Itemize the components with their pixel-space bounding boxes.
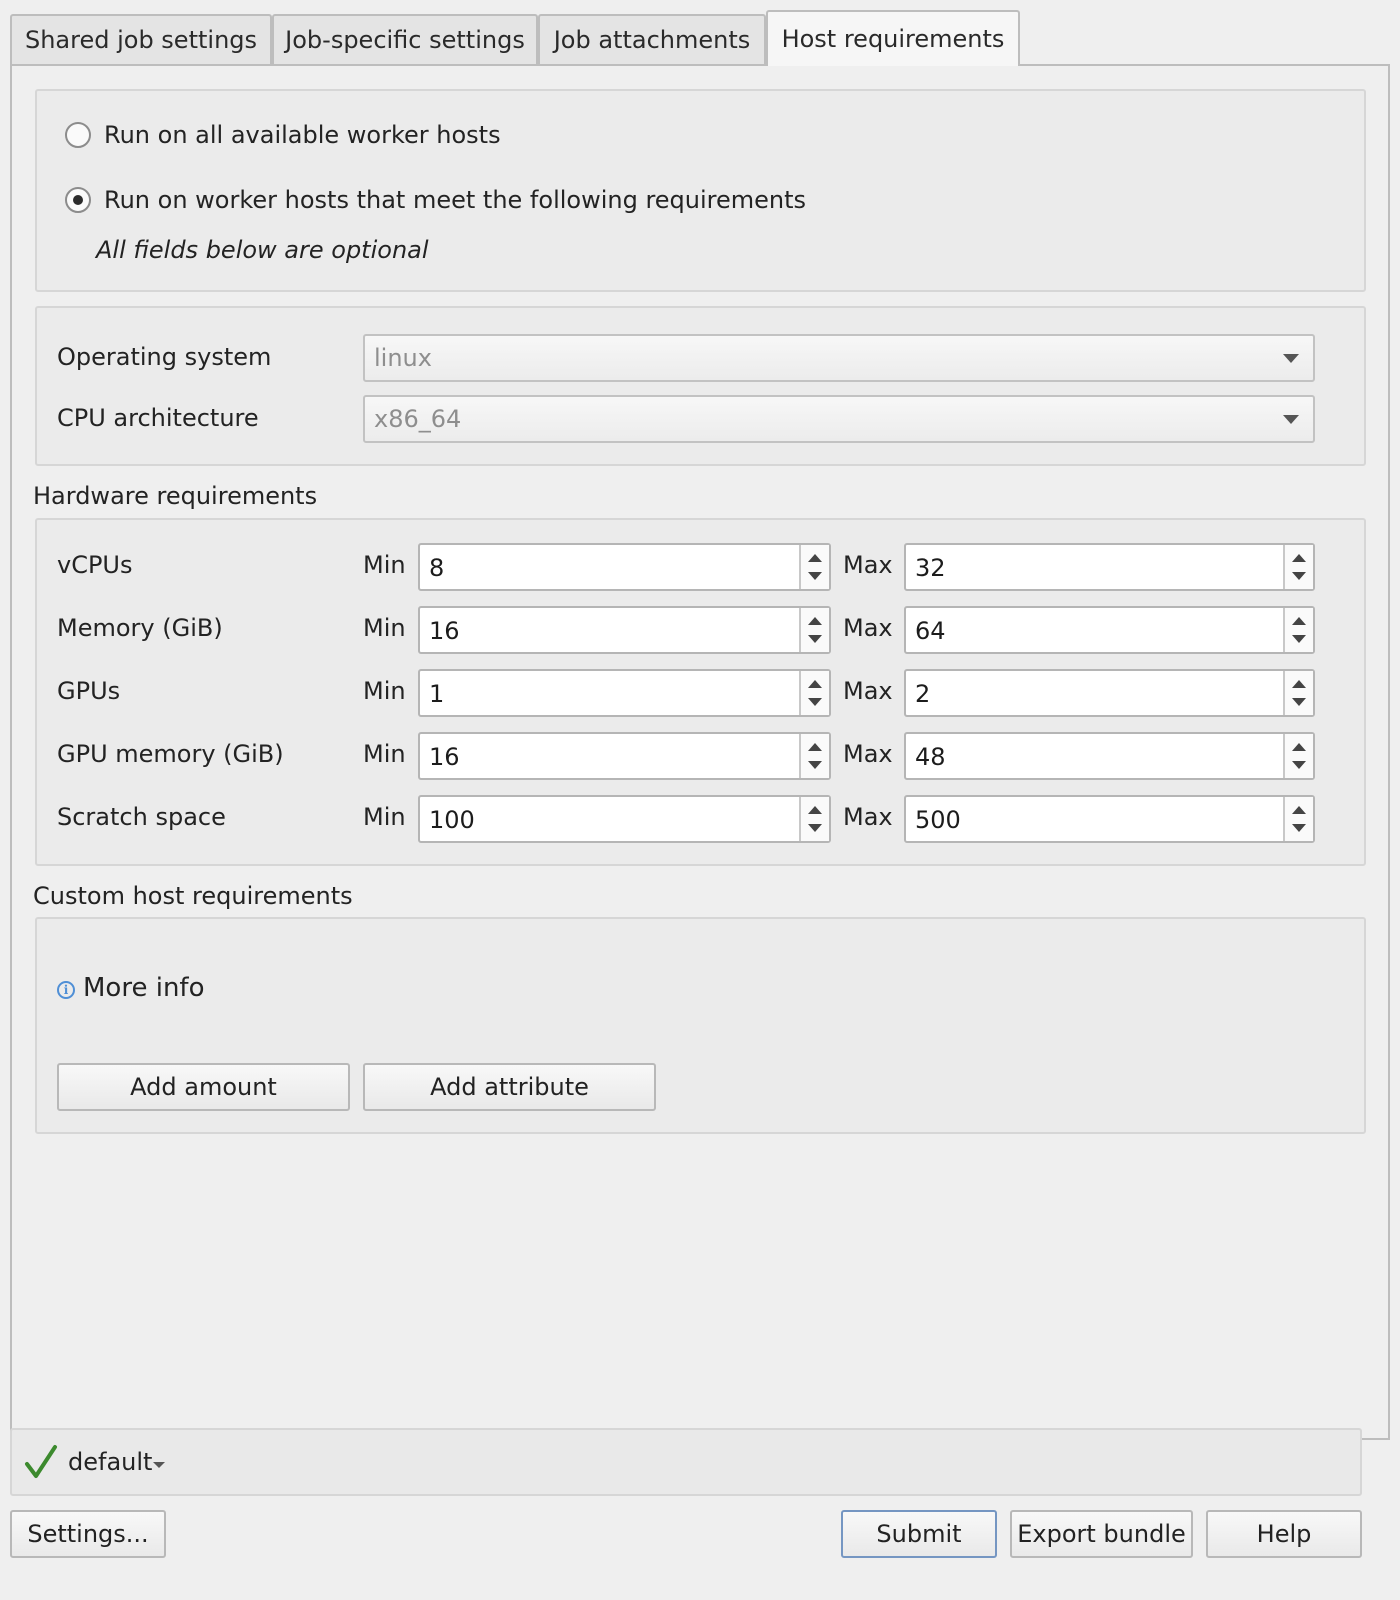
gpus-min-spinbox[interactable] [418, 669, 831, 717]
arrow-up-icon[interactable] [808, 617, 822, 625]
arrow-up-icon[interactable] [808, 806, 822, 814]
spinbox-buttons[interactable] [799, 545, 829, 589]
arrow-down-icon[interactable] [1292, 824, 1306, 832]
arrow-down-icon[interactable] [808, 824, 822, 832]
arrow-down-icon[interactable] [1292, 572, 1306, 580]
arrow-down-icon[interactable] [808, 761, 822, 769]
vcpus-max-spinbox[interactable] [904, 543, 1315, 591]
memory-max-spinbox[interactable] [904, 606, 1315, 654]
gpus-max-spinbox[interactable] [904, 669, 1315, 717]
spinbox-buttons[interactable] [799, 734, 829, 778]
submit-button[interactable]: Submit [841, 1510, 997, 1558]
help-button[interactable]: Help [1206, 1510, 1362, 1558]
arrow-down-icon[interactable] [1292, 635, 1306, 643]
profile-bar [10, 1428, 1362, 1496]
radio-requirements-label[interactable]: Run on worker hosts that meet the following requirements [104, 186, 807, 214]
arrow-up-icon[interactable] [808, 680, 822, 688]
tab-label: Host requirements [781, 25, 1005, 53]
hw-row-label: GPUs [57, 677, 121, 705]
spinbox-buttons[interactable] [1283, 671, 1313, 715]
max-label: Max [843, 551, 893, 579]
max-label: Max [843, 803, 893, 831]
arrow-up-icon[interactable] [1292, 680, 1306, 688]
settings-button[interactable]: Settings... [10, 1510, 166, 1558]
spinbox-value: 32 [915, 554, 946, 582]
spinbox-value: 2 [915, 680, 931, 708]
os-select[interactable] [363, 334, 1315, 382]
chevron-down-icon [1283, 354, 1299, 363]
scratch-min-spinbox[interactable] [418, 795, 831, 843]
optional-note: All fields below are optional [96, 236, 429, 264]
arrow-up-icon[interactable] [1292, 806, 1306, 814]
tab-label: Shared job settings [24, 26, 258, 54]
radio-selected-dot [73, 195, 83, 205]
add-amount-button[interactable]: Add amount [57, 1063, 350, 1111]
max-label: Max [843, 740, 893, 768]
spinbox-value: 1 [429, 680, 445, 708]
tab-label: Job-specific settings [285, 26, 525, 54]
min-label: Min [363, 803, 406, 831]
spinbox-value: 100 [429, 806, 475, 834]
cpu-select[interactable] [363, 395, 1315, 443]
arrow-up-icon[interactable] [808, 743, 822, 751]
hardware-section-title: Hardware requirements [33, 482, 318, 510]
arrow-down-icon[interactable] [1292, 698, 1306, 706]
cpu-label: CPU architecture [57, 404, 259, 432]
radio-requirements-hosts[interactable] [65, 187, 91, 213]
arrow-up-icon[interactable] [1292, 554, 1306, 562]
arrow-down-icon[interactable] [808, 635, 822, 643]
memory-min-spinbox[interactable] [418, 606, 831, 654]
tab-label: Job attachments [553, 26, 751, 54]
spinbox-buttons[interactable] [799, 797, 829, 841]
spinbox-buttons[interactable] [1283, 545, 1313, 589]
min-label: Min [363, 677, 406, 705]
arrow-up-icon[interactable] [1292, 743, 1306, 751]
check-icon [24, 1444, 58, 1480]
hw-row-label: GPU memory (GiB) [57, 740, 284, 768]
min-label: Min [363, 740, 406, 768]
max-label: Max [843, 677, 893, 705]
tab-job-attachments[interactable] [538, 14, 766, 64]
spinbox-value: 48 [915, 743, 946, 771]
scratch-max-spinbox[interactable] [904, 795, 1315, 843]
hw-row-label: Memory (GiB) [57, 614, 223, 642]
chevron-down-icon[interactable] [153, 1462, 165, 1468]
spinbox-buttons[interactable] [1283, 734, 1313, 778]
arrow-down-icon[interactable] [808, 698, 822, 706]
min-label: Min [363, 614, 406, 642]
profile-dropdown[interactable]: default [68, 1448, 153, 1476]
custom-section-title: Custom host requirements [33, 882, 353, 910]
spinbox-value: 16 [429, 743, 460, 771]
spinbox-buttons[interactable] [1283, 608, 1313, 652]
arrow-up-icon[interactable] [1292, 617, 1306, 625]
radio-all-hosts[interactable] [65, 122, 91, 148]
more-info-link[interactable]: More info [83, 973, 205, 1003]
spinbox-value: 64 [915, 617, 946, 645]
min-label: Min [363, 551, 406, 579]
spinbox-value: 8 [429, 554, 445, 582]
radio-all-hosts-label[interactable]: Run on all available worker hosts [104, 121, 501, 149]
arrow-down-icon[interactable] [1292, 761, 1306, 769]
arrow-down-icon[interactable] [808, 572, 822, 580]
info-icon: i [57, 981, 75, 999]
tab-job-specific-settings[interactable] [272, 14, 538, 64]
vcpus-min-spinbox[interactable] [418, 543, 831, 591]
os-label: Operating system [57, 343, 272, 371]
spinbox-value: 16 [429, 617, 460, 645]
chevron-down-icon [1283, 415, 1299, 424]
gpu-memory-min-spinbox[interactable] [418, 732, 831, 780]
tab-shared-job-settings[interactable] [10, 14, 272, 64]
add-attribute-button[interactable]: Add attribute [363, 1063, 656, 1111]
spinbox-buttons[interactable] [799, 608, 829, 652]
gpu-memory-max-spinbox[interactable] [904, 732, 1315, 780]
arrow-up-icon[interactable] [808, 554, 822, 562]
os-select-value: linux [374, 344, 432, 372]
spinbox-value: 500 [915, 806, 961, 834]
max-label: Max [843, 614, 893, 642]
tab-host-requirements[interactable] [766, 10, 1020, 66]
hw-row-label: Scratch space [57, 803, 226, 831]
export-bundle-button[interactable]: Export bundle [1010, 1510, 1193, 1558]
spinbox-buttons[interactable] [799, 671, 829, 715]
cpu-select-value: x86_64 [374, 405, 462, 433]
spinbox-buttons[interactable] [1283, 797, 1313, 841]
hw-row-label: vCPUs [57, 551, 133, 579]
